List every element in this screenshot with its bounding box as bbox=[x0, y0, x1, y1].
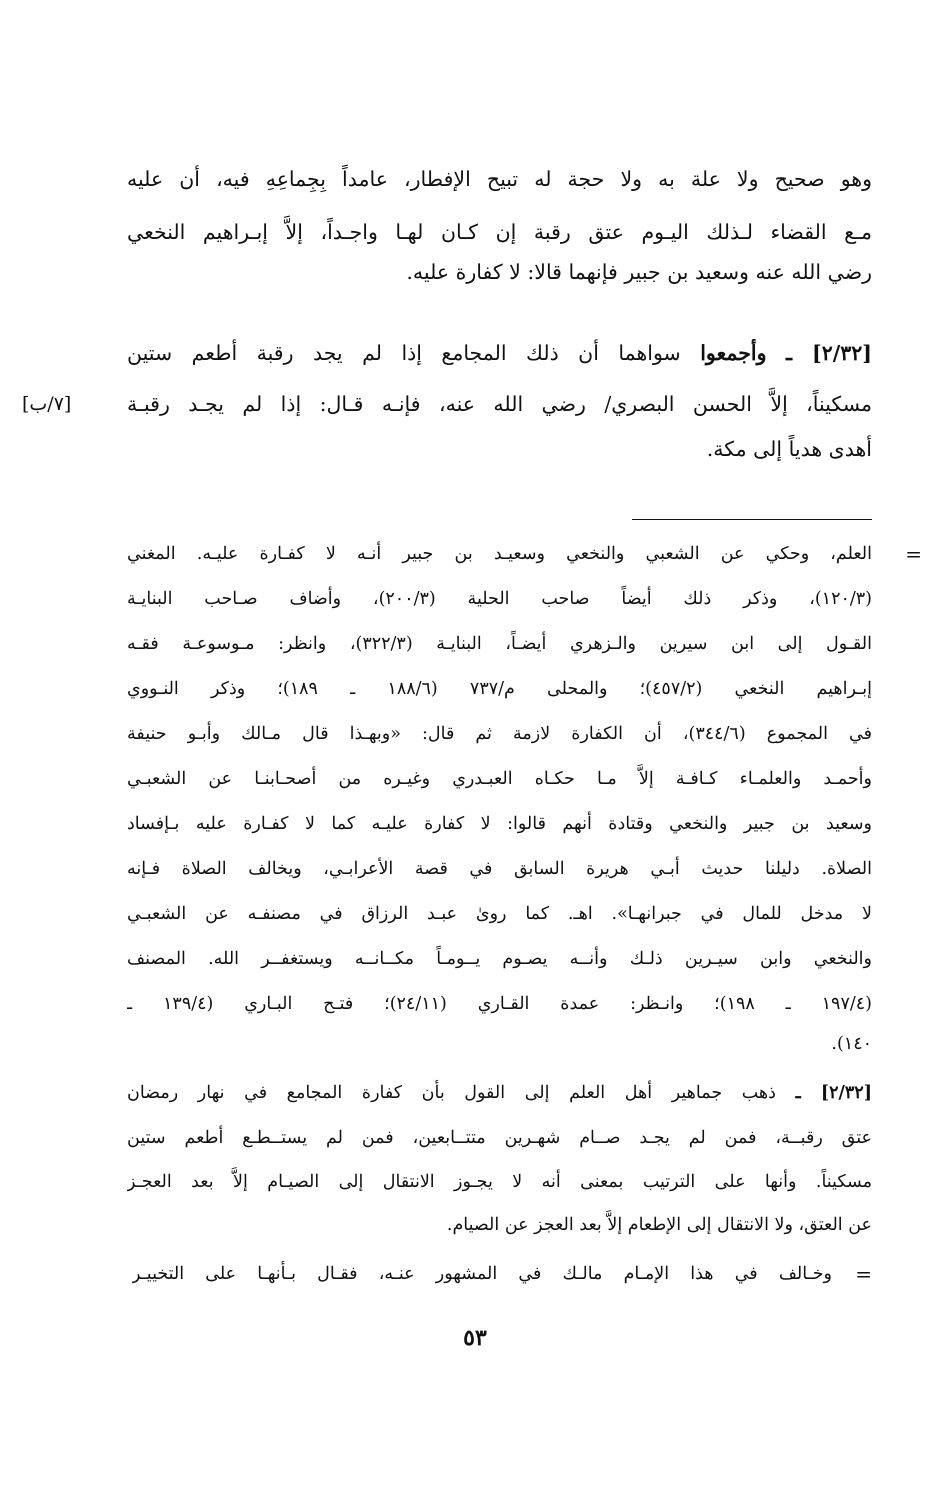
main-paragraph-1-line-3: رضي الله عنه وسعيد بن جبير فإنهما قالا: لا كفارة عليه. bbox=[406, 260, 872, 284]
footnote-line-1: العلم، وحكي عن الشعبي والنخعي وسعيـد بن جبير أنـه لا كفـارة عليـه. المغني bbox=[127, 544, 872, 564]
footnote-line-10: والنخعي وابن سيـرين ذلـك وأنــه يصـوم يــومـاً مكــانــه ويستغفــر الله. المصنف bbox=[127, 949, 872, 969]
footnote-2-line-3: مسكيناً. وأنها على الترتيب بمعنى أنه لا يجـوز الانتقال إلى الصيـام إلاَّ بعد العجـز bbox=[127, 1172, 872, 1192]
paragraph-2-line-1-text: سواهما أن ذلك المجامع إذا لم يجد رقبة أطعم ستين bbox=[127, 341, 681, 365]
footnote-line-8: الصلاة. دليلنا حديث أبـي هريرة السابق في قصة الأعرابـي، ويخالف الصلاة فـإنه bbox=[127, 859, 872, 879]
footnote-2-line-2: عتق رقبــة، فمن لم يجـد صــام شهـرين متتــابعين، فمن لم يستــطـع أطعم ستين bbox=[127, 1128, 872, 1148]
footnote-line-5: في المجموع (٣٤٤/٦)، أن الكفارة لازمة ثم قال: «وبهـذا قال مـالك وأبـو حنيفة bbox=[127, 724, 872, 744]
footnote-3-continuation-mark: = bbox=[855, 1262, 872, 1286]
main-paragraph-1-line-2: مـع القضاء لـذلك اليـوم عتق رقبة إن كـان لهـا واجـداً، إلاَّ إبـراهيم النخعي bbox=[127, 220, 872, 244]
footnote-line-3: القـول إلى ابن سيرين والـزهري أيضـاً، البنايـة (٣٢٢/٣)، وانظر: مـوسوعـة فقـه bbox=[127, 634, 872, 654]
page-number: ٥٣ bbox=[463, 1325, 487, 1351]
paragraph-2-lead-word: وأجمعوا bbox=[700, 341, 767, 365]
footnote-separator bbox=[632, 519, 872, 520]
footnote-line-6: وأحمـد والعلمـاء كـافـة إلاَّ مـا حكـاه العبـدري وغيـره من أصحـابنـا عن الشعبـي bbox=[127, 769, 872, 789]
manuscript-folio-marginal-note: [٧/ب] bbox=[22, 393, 72, 415]
footnote-line-7: وسعيد بن جبير والنخعي وقتادة أنهم قالوا: لا كفارة عليـه كما لا كفـارة عليه بـإفساد bbox=[127, 814, 872, 834]
footnote-line-2: (١٢٠/٣)، وذكر ذلك أيضاً صاحب الحلية (٢٠٠/٣)، وأضاف صـاحب البنايـة bbox=[127, 589, 872, 609]
footnote-continuation-mark: = bbox=[905, 542, 922, 566]
main-paragraph-2-line-3: أهدى هدياً إلى مكة. bbox=[706, 437, 872, 461]
footnote-2-line-1-text: ذهب جماهير أهل العلم إلى القول بأن كفارة المجامع في نهار رمضان bbox=[127, 1083, 776, 1103]
footnote-3-line-1: وخـالف في هذا الإمـام مالـك في المشهور عنـه، فقـال بـأنهـا على التخييـر bbox=[132, 1264, 832, 1284]
footnote-line-9: لا مدخل للمال في جبرانهـا». اهـ. كما روىٰ عبـد الرزاق في مصنفـه عن الشعبـي bbox=[127, 904, 872, 924]
footnote-2-reference: [٢/٣٢] ـ bbox=[795, 1083, 872, 1103]
main-paragraph-2-line-1 bbox=[127, 336, 872, 370]
paragraph-2-reference: [٢/٣٢] ـ bbox=[785, 341, 872, 365]
footnote-line-11: (١٩٧/٤ ـ ١٩٨)؛ وانـظر: عمدة القـاري (٢٤/١١)؛ فتـح البـاري (١٣٩/٤ ـ bbox=[127, 994, 872, 1014]
main-paragraph-1-line-1: وهو صحيح ولا علة به ولا حجة له تبيح الإفطار، عامداً بِجِماعِهِ فيه، أن عليه bbox=[127, 167, 872, 191]
footnote-2-line-4: عن العتق، ولا الانتقال إلى الإطعام إلاَّ بعد العجز عن الصيام. bbox=[446, 1215, 872, 1235]
footnote-2-line-1 bbox=[127, 1078, 872, 1108]
footnote-line-4: إبـراهيم النخعي (٤٥٧/٢)؛ والمحلى م/٧٣٧ (١٨٨/٦ ـ ١٨٩)؛ وذكر النـووي bbox=[127, 679, 872, 699]
main-paragraph-2-line-2: مسكيناً، إلاَّ الحسن البصري/ رضي الله عنه، فإنـه قـال: إذا لم يجـد رقبـة bbox=[127, 392, 872, 416]
footnote-line-12: ١٤٠). bbox=[831, 1034, 872, 1054]
